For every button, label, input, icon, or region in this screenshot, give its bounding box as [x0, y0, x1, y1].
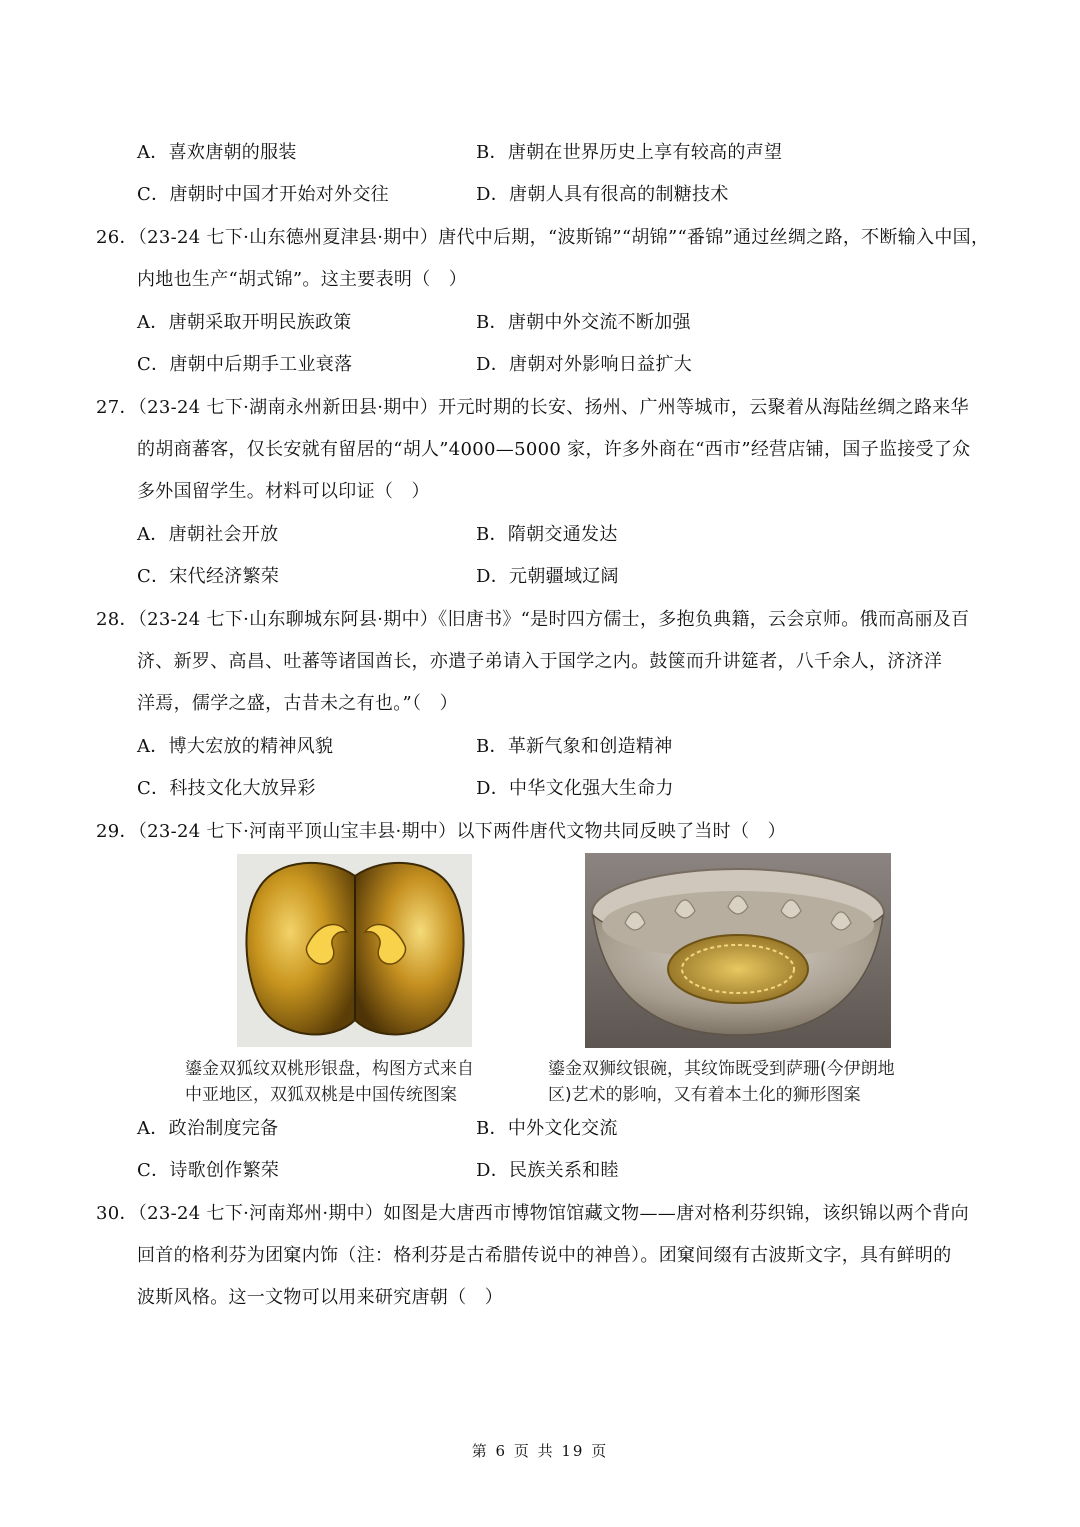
q27-option-a: A．唐朝社会开放: [137, 524, 279, 545]
q28-option-c: C．科技文化大放异彩: [137, 778, 316, 799]
left-caption-line-2: 中亚地区，双狐双桃是中国传统图案: [185, 1085, 457, 1105]
q30-stem-line-2: 回首的格利芬为团窠内饰（注：格利芬是古希腊传说中的神兽）。团窠间缀有古波斯文字，具有鲜明的: [137, 1245, 952, 1266]
q29-option-d: D．民族关系和睦: [476, 1160, 619, 1181]
q30-stem-line-3: 波斯风格。这一文物可以用来研究唐朝（ ）: [137, 1287, 503, 1308]
q28-stem-line-1: 28．（23-24 七下·山东聊城东阿县·期中）《旧唐书》“是时四方儒士，多抱负典籍，云会京师。俄而高丽及百: [96, 609, 970, 630]
q28-stem-line-3: 洋焉，儒学之盛，古昔未之有也。”（ ）: [137, 693, 458, 714]
q27-option-b: B．隋朝交通发达: [476, 524, 618, 545]
q26-option-d: D．唐朝对外影响日益扩大: [476, 354, 693, 375]
q29-option-b: B．中外文化交流: [476, 1118, 618, 1139]
q26-option-b: B．唐朝中外交流不断加强: [476, 312, 691, 333]
q26-stem-line-2: 内地也生产“胡式锦”。这主要表明（ ）: [137, 269, 468, 290]
q27-stem-line-2: 的胡商蕃客，仅长安就有留居的“胡人”4000—5000 家，许多外商在“西市”经营店铺，国子监接受了众: [137, 439, 971, 460]
q25-option-d: D．唐朝人具有很高的制糖技术: [476, 184, 729, 205]
q26-option-c: C．唐朝中后期手工业衰落: [137, 354, 353, 375]
q27-stem-line-3: 多外国留学生。材料可以印证（ ）: [137, 481, 430, 502]
q27-stem-line-1: 27．（23-24 七下·湖南永州新田县·期中）开元时期的长安、扬州、广州等城市，云聚着从海陆丝绸之路来华: [96, 397, 969, 418]
q26-option-a: A．唐朝采取开明民族政策: [137, 312, 352, 333]
q30-stem-line-1: 30．（23-24 七下·河南郑州·期中）如图是大唐西市博物馆馆藏文物——唐对格利芬织锦，该织锦以两个背向: [96, 1203, 969, 1224]
q29-option-c: C．诗歌创作繁荣: [137, 1160, 280, 1181]
q25-option-a: A．喜欢唐朝的服装: [137, 142, 297, 163]
q28-option-b: B．革新气象和创造精神: [476, 736, 673, 757]
silver-plate-image: [237, 854, 472, 1047]
q25-option-c: C．唐朝时中国才开始对外交往: [137, 184, 389, 205]
left-caption-line-1: 鎏金双狐纹双桃形银盘，构图方式来自: [185, 1059, 474, 1079]
q29-option-a: A．政治制度完备: [137, 1118, 279, 1139]
silver-bowl-image: [585, 853, 891, 1048]
page-footer: 第 6 页 共 19 页: [471, 1442, 609, 1460]
q28-option-d: D．中华文化强大生命力: [476, 778, 674, 799]
q27-option-c: C．宋代经济繁荣: [137, 566, 280, 587]
q27-option-d: D．元朝疆域辽阔: [476, 566, 619, 587]
q26-stem-line-1: 26．（23-24 七下·山东德州夏津县·期中）唐代中后期，“波斯锦”“胡锦”“番锦”通过丝绸之路，不断输入中国，: [96, 227, 990, 248]
q28-stem-line-2: 济、新罗、高昌、吐蕃等诸国酋长，亦遣子弟请入于国学之内。鼓箧而升讲筵者，八千余人，济济洋: [137, 651, 943, 672]
q29-stem-line-1: 29．（23-24 七下·河南平顶山宝丰县·期中）以下两件唐代文物共同反映了当时（ ）: [96, 821, 786, 842]
q28-option-a: A．博大宏放的精神风貌: [137, 736, 334, 757]
right-caption-line-1: 鎏金双狮纹银碗，其纹饰既受到萨珊(今伊朗地: [548, 1059, 895, 1079]
q25-option-b: B．唐朝在世界历史上享有较高的声望: [476, 142, 783, 163]
right-caption-line-2: 区)艺术的影响，又有着本土化的狮形图案: [548, 1085, 861, 1105]
